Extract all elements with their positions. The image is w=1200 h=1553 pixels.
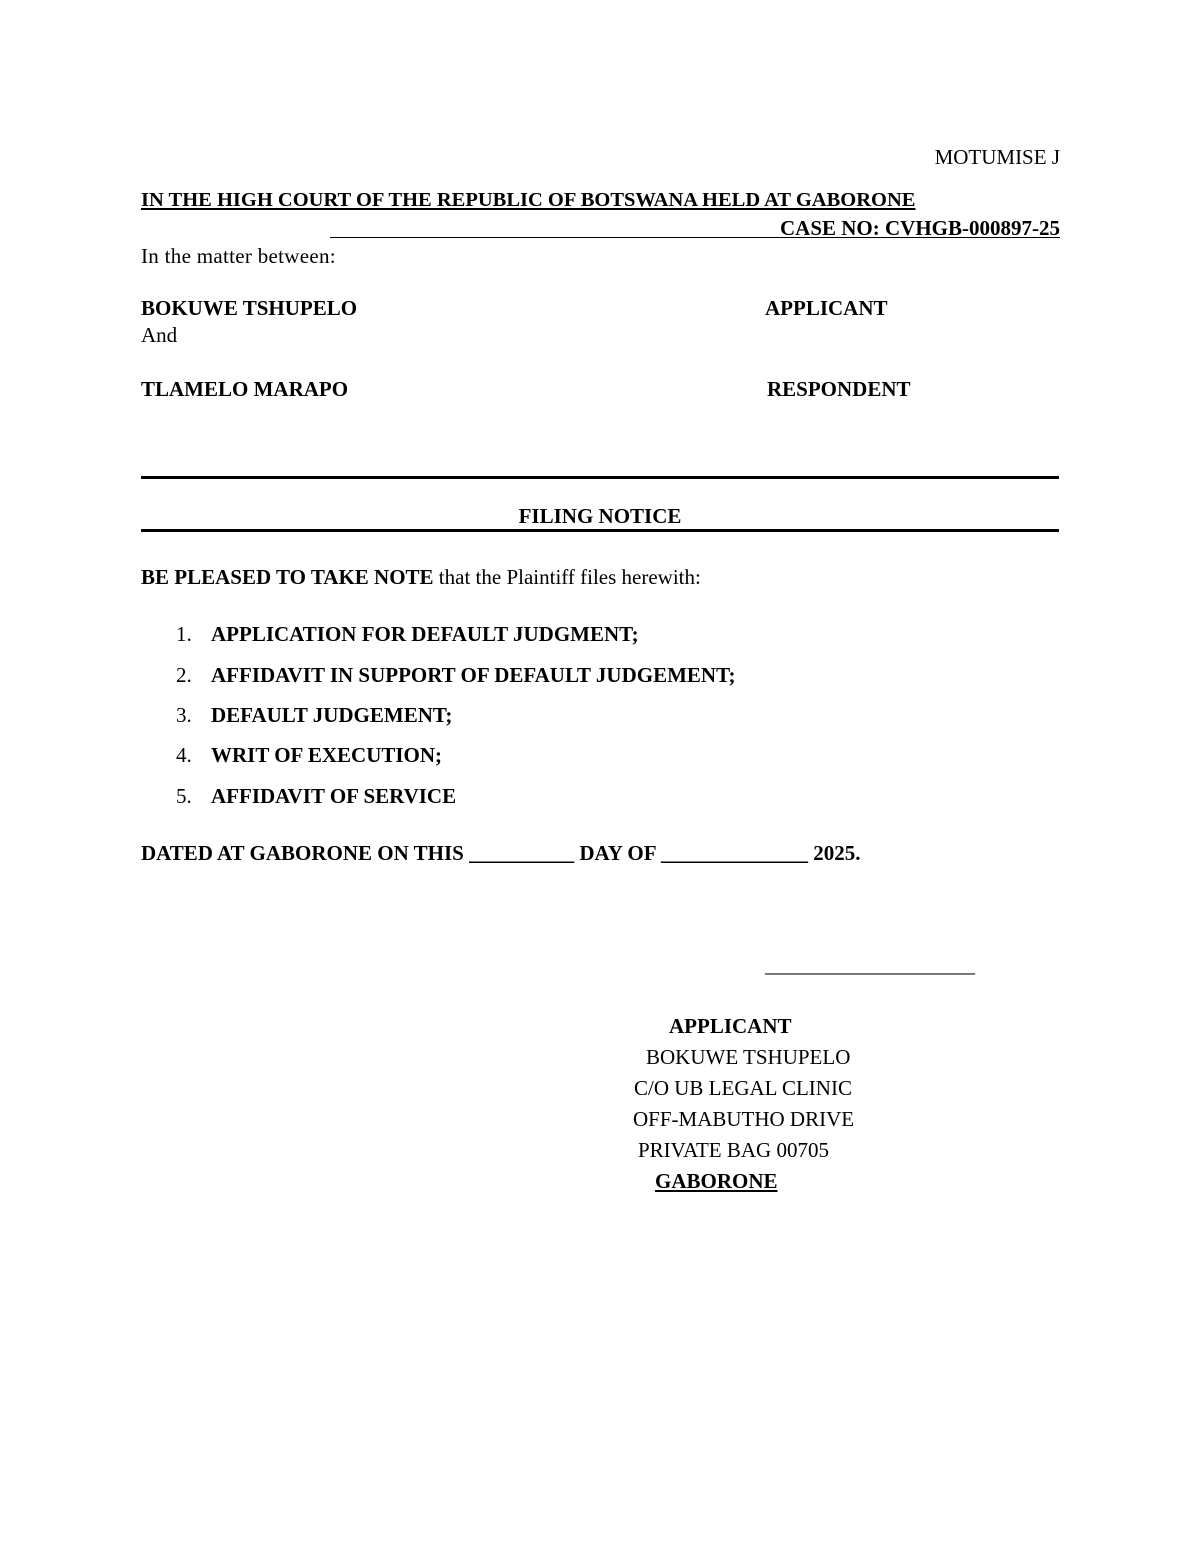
respondent-name: TLAMELO MARAPO xyxy=(141,377,349,401)
matter-between-label: In the matter between: xyxy=(141,244,336,268)
list-item: AFFIDAVIT OF SERVICE xyxy=(211,784,457,808)
list-item-number: 3. xyxy=(176,703,192,727)
signature-address-3: PRIVATE BAG 00705 xyxy=(638,1138,829,1162)
applicant-role: APPLICANT xyxy=(765,296,888,320)
top-rule xyxy=(141,476,1059,479)
list-item-number: 4. xyxy=(176,743,192,767)
judge-name: MOTUMISE J xyxy=(934,145,1060,169)
respondent-role: RESPONDENT xyxy=(767,377,911,401)
signature-name: BOKUWE TSHUPELO xyxy=(646,1045,851,1069)
intro-rest: that the Plaintiff files herewith: xyxy=(433,565,701,589)
list-item: AFFIDAVIT IN SUPPORT OF DEFAULT JUDGEMENT; xyxy=(211,663,736,687)
signature-city: GABORONE xyxy=(655,1169,778,1193)
signature-address-1: C/O UB LEGAL CLINIC xyxy=(634,1076,852,1100)
intro-paragraph xyxy=(141,567,701,588)
notice-title: FILING NOTICE xyxy=(518,504,682,528)
signature-address-2: OFF-MABUTHO DRIVE xyxy=(633,1107,855,1131)
case-number: CASE NO: CVHGB-000897-25 xyxy=(779,216,1060,240)
list-item-number: 2. xyxy=(176,663,192,687)
list-item-number: 5. xyxy=(176,784,192,808)
and-label: And xyxy=(141,323,178,347)
signature-line: ______________________ xyxy=(765,953,974,977)
list-item: DEFAULT JUDGEMENT; xyxy=(211,703,453,727)
dated-line: DATED AT GABORONE ON THIS __________ DAY OF ______________ 2025. xyxy=(141,841,861,865)
court-heading: IN THE HIGH COURT OF THE REPUBLIC OF BOTSWANA HELD AT GABORONE xyxy=(141,189,916,211)
list-item: APPLICATION FOR DEFAULT JUDGMENT; xyxy=(211,622,639,646)
bottom-rule xyxy=(141,529,1059,532)
intro-bold: BE PLEASED TO TAKE NOTE xyxy=(141,565,434,589)
signature-title: APPLICANT xyxy=(669,1014,792,1038)
list-item: WRIT OF EXECUTION; xyxy=(211,743,443,767)
list-item-number: 1. xyxy=(176,622,192,646)
applicant-name: BOKUWE TSHUPELO xyxy=(141,296,358,320)
